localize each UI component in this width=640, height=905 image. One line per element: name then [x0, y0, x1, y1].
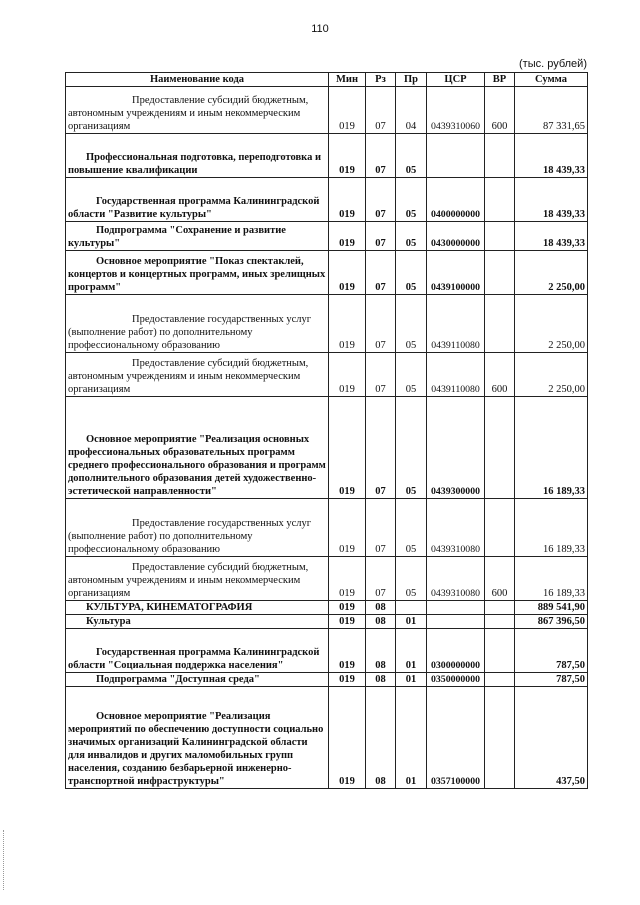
- row-vr: [485, 629, 515, 673]
- row-name: Профессиональная подготовка, переподготовка и повышение квалификации: [66, 134, 329, 178]
- table-row: [66, 629, 588, 673]
- row-csr: 0439110080: [427, 353, 485, 397]
- row-pr: 01: [396, 673, 427, 687]
- page-number: 110: [311, 23, 329, 35]
- row-name: Подпрограмма "Доступная среда": [66, 673, 329, 687]
- row-min: 019: [329, 251, 366, 295]
- row-csr: 0439100000: [427, 251, 485, 295]
- row-csr: 0300000000: [427, 629, 485, 673]
- row-vr: [485, 295, 515, 353]
- row-min: 019: [329, 601, 366, 615]
- row-vr: [485, 397, 515, 499]
- table-row: [66, 615, 588, 629]
- row-rz: 07: [366, 178, 396, 222]
- row-min: 019: [329, 629, 366, 673]
- row-sum: 437,50: [515, 687, 588, 789]
- row-sum: 18 439,33: [515, 222, 588, 251]
- table-row: [66, 687, 588, 789]
- row-min: 019: [329, 397, 366, 499]
- row-min: 019: [329, 557, 366, 601]
- row-name: Основное мероприятие "Реализация мероприятий по обеспечению доступности социально значимых организаций Калининградской области для инвалидов и других маломобильных групп населения, созданию безбарьерной инженерно-транспортной инфраструктуры": [66, 687, 329, 789]
- row-name: Предоставление государственных услуг (выполнение работ) по дополнительному профессиональному образованию: [66, 499, 329, 557]
- scan-margin-mark: [3, 830, 5, 890]
- row-name: Государственная программа Калининградской области "Развитие культуры": [66, 178, 329, 222]
- row-sum: 16 189,33: [515, 397, 588, 499]
- row-csr: 0439300000: [427, 397, 485, 499]
- row-rz: 07: [366, 557, 396, 601]
- row-pr: 01: [396, 615, 427, 629]
- row-rz: 07: [366, 222, 396, 251]
- table-row: [66, 295, 588, 353]
- header-name: Наименование кода: [66, 73, 329, 87]
- row-rz: 08: [366, 687, 396, 789]
- row-pr: 05: [396, 295, 427, 353]
- row-csr: 0439310060: [427, 87, 485, 134]
- row-csr: 0430000000: [427, 222, 485, 251]
- row-vr: 600: [485, 353, 515, 397]
- row-name: Основное мероприятие "Показ спектаклей, концертов и концертных программ, иных зрелищных программ": [66, 251, 329, 295]
- row-name: Основное мероприятие "Реализация основных профессиональных образовательных программ среднего профессионального образования и программ дополнительного образования детей художественно-эстетической направленности": [66, 397, 329, 499]
- row-vr: 600: [485, 557, 515, 601]
- row-min: 019: [329, 615, 366, 629]
- row-vr: [485, 134, 515, 178]
- budget-table: [65, 72, 588, 789]
- row-pr: 04: [396, 87, 427, 134]
- row-sum: 18 439,33: [515, 178, 588, 222]
- header-min: Мин: [329, 73, 366, 87]
- row-vr: [485, 222, 515, 251]
- row-min: 019: [329, 134, 366, 178]
- row-pr: 05: [396, 178, 427, 222]
- row-name: Предоставление государственных услуг (выполнение работ) по дополнительному профессиональному образованию: [66, 295, 329, 353]
- row-rz: 07: [366, 353, 396, 397]
- row-sum: 2 250,00: [515, 353, 588, 397]
- row-csr: 0439310080: [427, 499, 485, 557]
- row-name: Государственная программа Калининградской области "Социальная поддержка населения": [66, 629, 329, 673]
- row-csr: 0439110080: [427, 295, 485, 353]
- row-pr: 05: [396, 557, 427, 601]
- header-sum: Сумма: [515, 73, 588, 87]
- row-rz: 08: [366, 673, 396, 687]
- row-csr: 0357100000: [427, 687, 485, 789]
- row-min: 019: [329, 178, 366, 222]
- row-min: 019: [329, 353, 366, 397]
- row-pr: [396, 601, 427, 615]
- row-min: 019: [329, 673, 366, 687]
- row-pr: 05: [396, 353, 427, 397]
- row-rz: 07: [366, 134, 396, 178]
- row-vr: [485, 499, 515, 557]
- row-rz: 08: [366, 615, 396, 629]
- table-row: [66, 673, 588, 687]
- row-sum: 787,50: [515, 629, 588, 673]
- table-row: [66, 557, 588, 601]
- table-row: [66, 499, 588, 557]
- row-name: Предоставление субсидий бюджетным, автономным учреждениям и иным некоммерческим организациям: [66, 353, 329, 397]
- row-name: КУЛЬТУРА, КИНЕМАТОГРАФИЯ: [66, 601, 329, 615]
- row-name: Предоставление субсидий бюджетным, автономным учреждениям и иным некоммерческим организациям: [66, 557, 329, 601]
- table-row: [66, 397, 588, 499]
- row-sum: 867 396,50: [515, 615, 588, 629]
- row-name: Культура: [66, 615, 329, 629]
- row-pr: 05: [396, 134, 427, 178]
- row-sum: 889 541,90: [515, 601, 588, 615]
- row-vr: [485, 673, 515, 687]
- row-sum: 2 250,00: [515, 251, 588, 295]
- table-header-row: [66, 73, 588, 87]
- table-row: [66, 601, 588, 615]
- row-name: Подпрограмма "Сохранение и развитие культуры": [66, 222, 329, 251]
- row-sum: 787,50: [515, 673, 588, 687]
- row-rz: 07: [366, 87, 396, 134]
- row-vr: [485, 178, 515, 222]
- row-csr: [427, 601, 485, 615]
- row-csr: [427, 134, 485, 178]
- row-rz: 07: [366, 499, 396, 557]
- row-pr: 05: [396, 251, 427, 295]
- row-csr: [427, 615, 485, 629]
- header-csr: ЦСР: [427, 73, 485, 87]
- row-rz: 07: [366, 397, 396, 499]
- units-label: (тыс. рублей): [519, 58, 587, 70]
- table-row: [66, 353, 588, 397]
- row-vr: 600: [485, 87, 515, 134]
- row-vr: [485, 687, 515, 789]
- row-min: 019: [329, 295, 366, 353]
- table-row: [66, 222, 588, 251]
- row-rz: 07: [366, 251, 396, 295]
- row-name: Предоставление субсидий бюджетным, автономным учреждениям и иным некоммерческим организациям: [66, 87, 329, 134]
- row-pr: 01: [396, 687, 427, 789]
- header-vr: ВР: [485, 73, 515, 87]
- table-row: [66, 87, 588, 134]
- header-pr: Пр: [396, 73, 427, 87]
- row-pr: 05: [396, 222, 427, 251]
- row-vr: [485, 251, 515, 295]
- row-sum: 16 189,33: [515, 557, 588, 601]
- table-row: [66, 178, 588, 222]
- row-vr: [485, 601, 515, 615]
- row-vr: [485, 615, 515, 629]
- row-min: 019: [329, 222, 366, 251]
- row-sum: 2 250,00: [515, 295, 588, 353]
- row-csr: 0350000000: [427, 673, 485, 687]
- header-rz: Рз: [366, 73, 396, 87]
- row-pr: 01: [396, 629, 427, 673]
- row-csr: 0439310080: [427, 557, 485, 601]
- row-sum: 18 439,33: [515, 134, 588, 178]
- row-sum: 87 331,65: [515, 87, 588, 134]
- row-min: 019: [329, 87, 366, 134]
- row-rz: 08: [366, 601, 396, 615]
- row-rz: 08: [366, 629, 396, 673]
- table-row: [66, 251, 588, 295]
- row-min: 019: [329, 687, 366, 789]
- row-pr: 05: [396, 499, 427, 557]
- table-row: [66, 134, 588, 178]
- row-csr: 0400000000: [427, 178, 485, 222]
- row-rz: 07: [366, 295, 396, 353]
- row-min: 019: [329, 499, 366, 557]
- row-sum: 16 189,33: [515, 499, 588, 557]
- row-pr: 05: [396, 397, 427, 499]
